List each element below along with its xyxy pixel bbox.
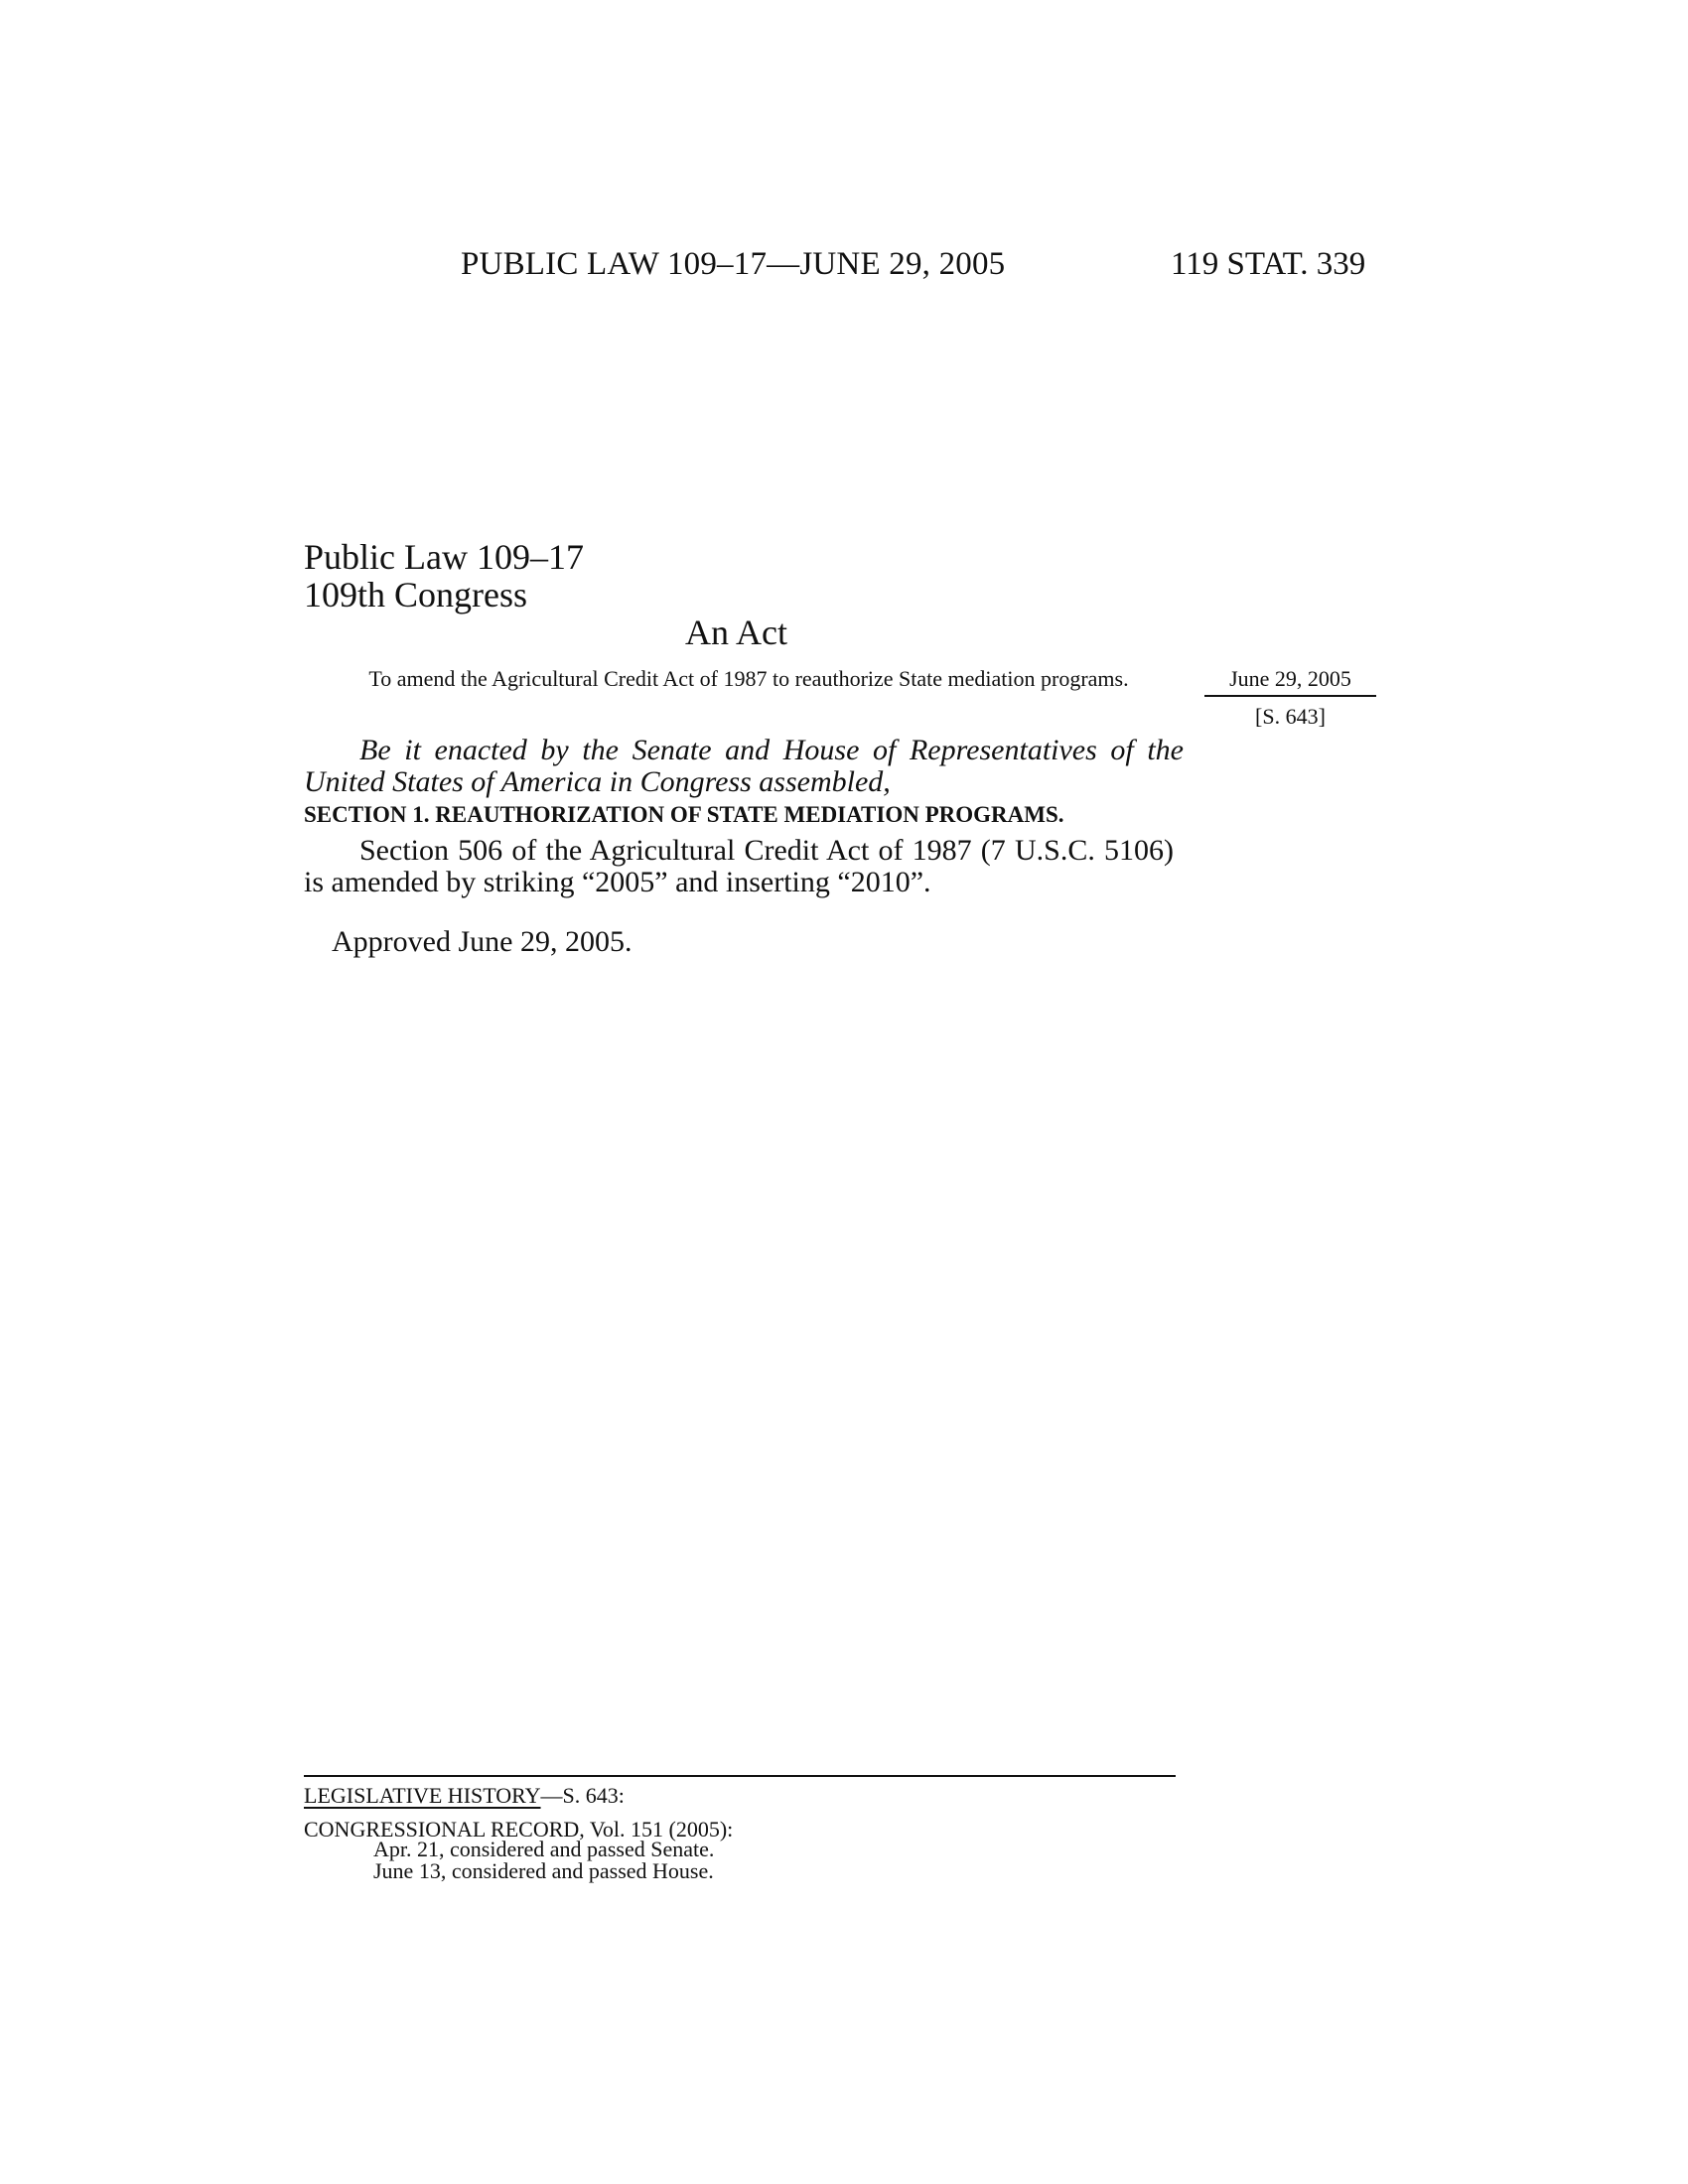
enacting-clause: Be it enacted by the Senate and House of Representatives of the United States of America in Congress assembled,	[304, 734, 1184, 798]
record-entry: June 13, considered and passed House.	[373, 1858, 714, 1883]
legislative-history-heading	[304, 1783, 625, 1809]
law-number: Public Law 109–17	[304, 537, 584, 577]
footnote-divider	[304, 1775, 1176, 1777]
record-entry: Apr. 21, considered and passed Senate.	[373, 1837, 715, 1861]
margin-bill-number: [S. 643]	[1255, 704, 1326, 729]
legislative-history-title: LEGISLATIVE HISTORY	[304, 1783, 541, 1808]
congress-number: 109th Congress	[304, 575, 527, 614]
margin-date: June 29, 2005	[1204, 666, 1376, 697]
congressional-record-title: CONGRESSIONAL RECORD, Vol. 151 (2005):	[304, 1817, 734, 1842]
act-purpose: To amend the Agricultural Credit Act of 1987 to reauthorize State mediation programs.	[368, 666, 1129, 691]
approval-line: Approved June 29, 2005.	[332, 925, 633, 958]
act-heading: An Act	[685, 613, 787, 652]
statute-page-number: 119 STAT. 339	[1171, 246, 1366, 282]
section-heading: SECTION 1. REAUTHORIZATION OF STATE MEDIATION PROGRAMS.	[304, 802, 1064, 827]
margin-note	[1204, 666, 1376, 730]
congressional-record-entries	[373, 1839, 714, 1882]
running-head-title: PUBLIC LAW 109–17—JUNE 29, 2005	[461, 246, 1006, 282]
legislative-history-bill: —S. 643:	[540, 1783, 625, 1808]
section-body: Section 506 of the Agricultural Credit Act of 1987 (7 U.S.C. 5106) is amended by striking “2005” and inserting “2010”.	[304, 834, 1174, 898]
